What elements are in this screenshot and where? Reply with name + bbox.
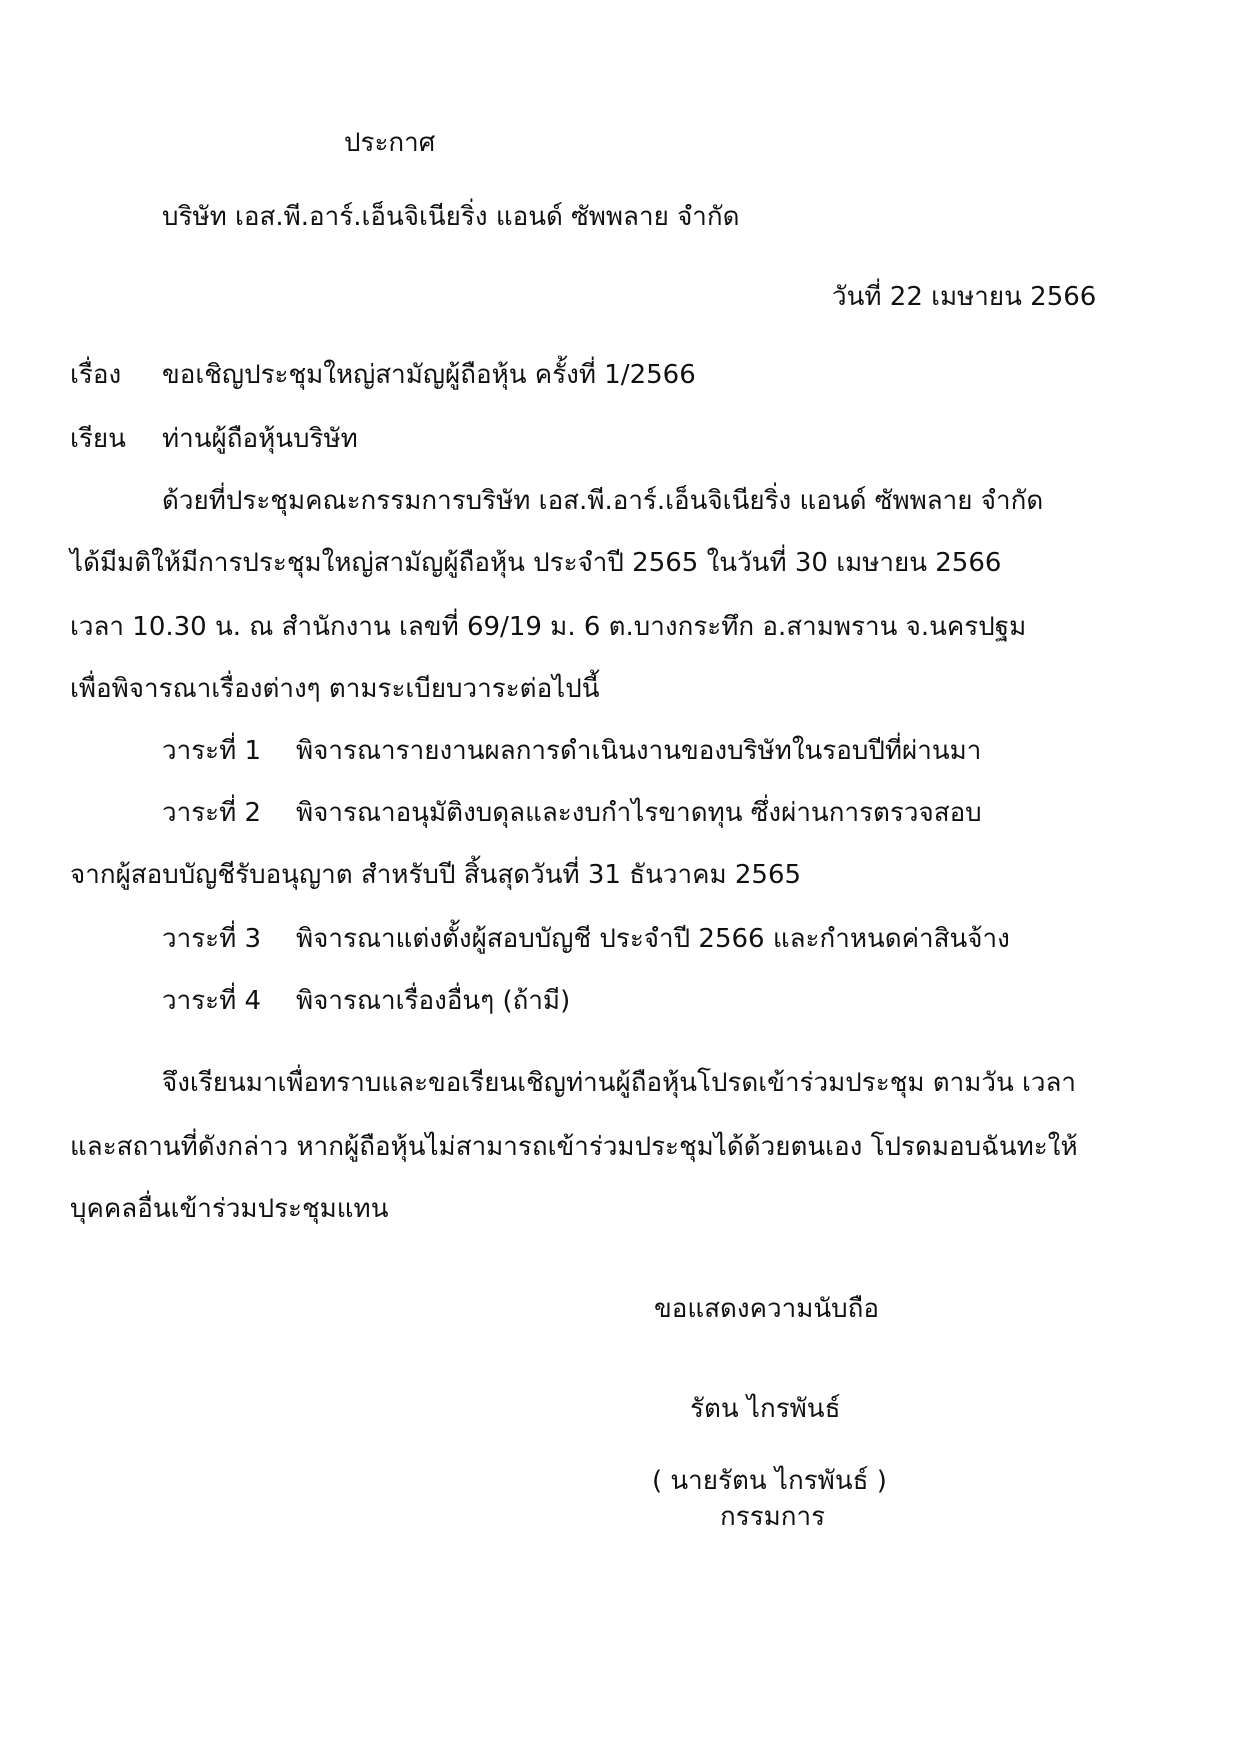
agenda-1-label: วาระที่ 1: [162, 736, 262, 766]
closing-line-1: จึงเรียนมาเพื่อทราบและขอเรียนเชิญท่านผู้ถือหุ้นโปรดเข้าร่วมประชุม ตามวัน เวลา: [162, 1068, 1077, 1098]
company-name: บริษัท เอส.พี.อาร์.เอ็นจิเนียริ่ง แอนด์ ซัพพลาย จำกัด: [162, 202, 740, 232]
agenda-2-text: พิจารณาอนุมัติงบดุลและงบกำไรขาดทุน ซึ่งผ่านการตรวจสอบ: [296, 798, 982, 828]
agenda-4-text: พิจารณาเรื่องอื่นๆ (ถ้ามี): [296, 986, 571, 1016]
agenda-2-label: วาระที่ 2: [162, 798, 262, 828]
agenda-3-text: พิจารณาแต่งตั้งผู้สอบบัญชี ประจำปี 2566 และกำหนดค่าสินจ้าง: [296, 924, 1010, 954]
closing-line-2: และสถานที่ดังกล่าว หากผู้ถือหุ้นไม่สามารถเข้าร่วมประชุมได้ด้วยตนเอง โปรดมอบฉันทะให้: [70, 1132, 1078, 1162]
signatory-position: กรรมการ: [720, 1502, 826, 1532]
subject-label: เรื่อง: [70, 360, 122, 390]
agenda-3-label: วาระที่ 3: [162, 924, 262, 954]
recipient-label: เรียน: [70, 424, 126, 454]
agenda-1-text: พิจารณารายงานผลการดำเนินงานของบริษัทในรอบปีที่ผ่านมา: [296, 736, 982, 766]
closing-line-3: บุคคลอื่นเข้าร่วมประชุมแทน: [70, 1194, 389, 1224]
announcement-title: ประกาศ: [344, 128, 436, 158]
intro-line-2: ได้มีมติให้มีการประชุมใหญ่สามัญผู้ถือหุ้น ประจำปี 2565 ในวันที่ 30 เมษายน 2566: [70, 548, 1002, 578]
agenda-2-continuation: จากผู้สอบบัญชีรับอนุญาต สำหรับปี สิ้นสุดวันที่ 31 ธันวาคม 2565: [70, 860, 802, 890]
signatory-full-name: ( นายรัตน ไกรพันธ์ ): [652, 1466, 887, 1496]
recipient-text: ท่านผู้ถือหุ้นบริษัท: [162, 424, 358, 454]
document-date: วันที่ 22 เมษายน 2566: [832, 282, 1097, 312]
closing-regards: ขอแสดงความนับถือ: [654, 1294, 879, 1324]
intro-line-1: ด้วยที่ประชุมคณะกรรมการบริษัท เอส.พี.อาร์.เอ็นจิเนียริ่ง แอนด์ ซัพพลาย จำกัด: [162, 486, 1044, 516]
subject-text: ขอเชิญประชุมใหญ่สามัญผู้ถือหุ้น ครั้งที่ 1/2566: [162, 360, 696, 390]
agenda-4-label: วาระที่ 4: [162, 986, 262, 1016]
intro-line-4: เพื่อพิจารณาเรื่องต่างๆ ตามระเบียบวาระต่อไปนี้: [70, 674, 600, 704]
intro-line-3: เวลา 10.30 น. ณ สำนักงาน เลขที่ 69/19 ม. 6 ต.บางกระทึก อ.สามพราน จ.นครปฐม: [70, 612, 1027, 642]
signature-name: รัตน ไกรพันธ์: [690, 1394, 841, 1424]
